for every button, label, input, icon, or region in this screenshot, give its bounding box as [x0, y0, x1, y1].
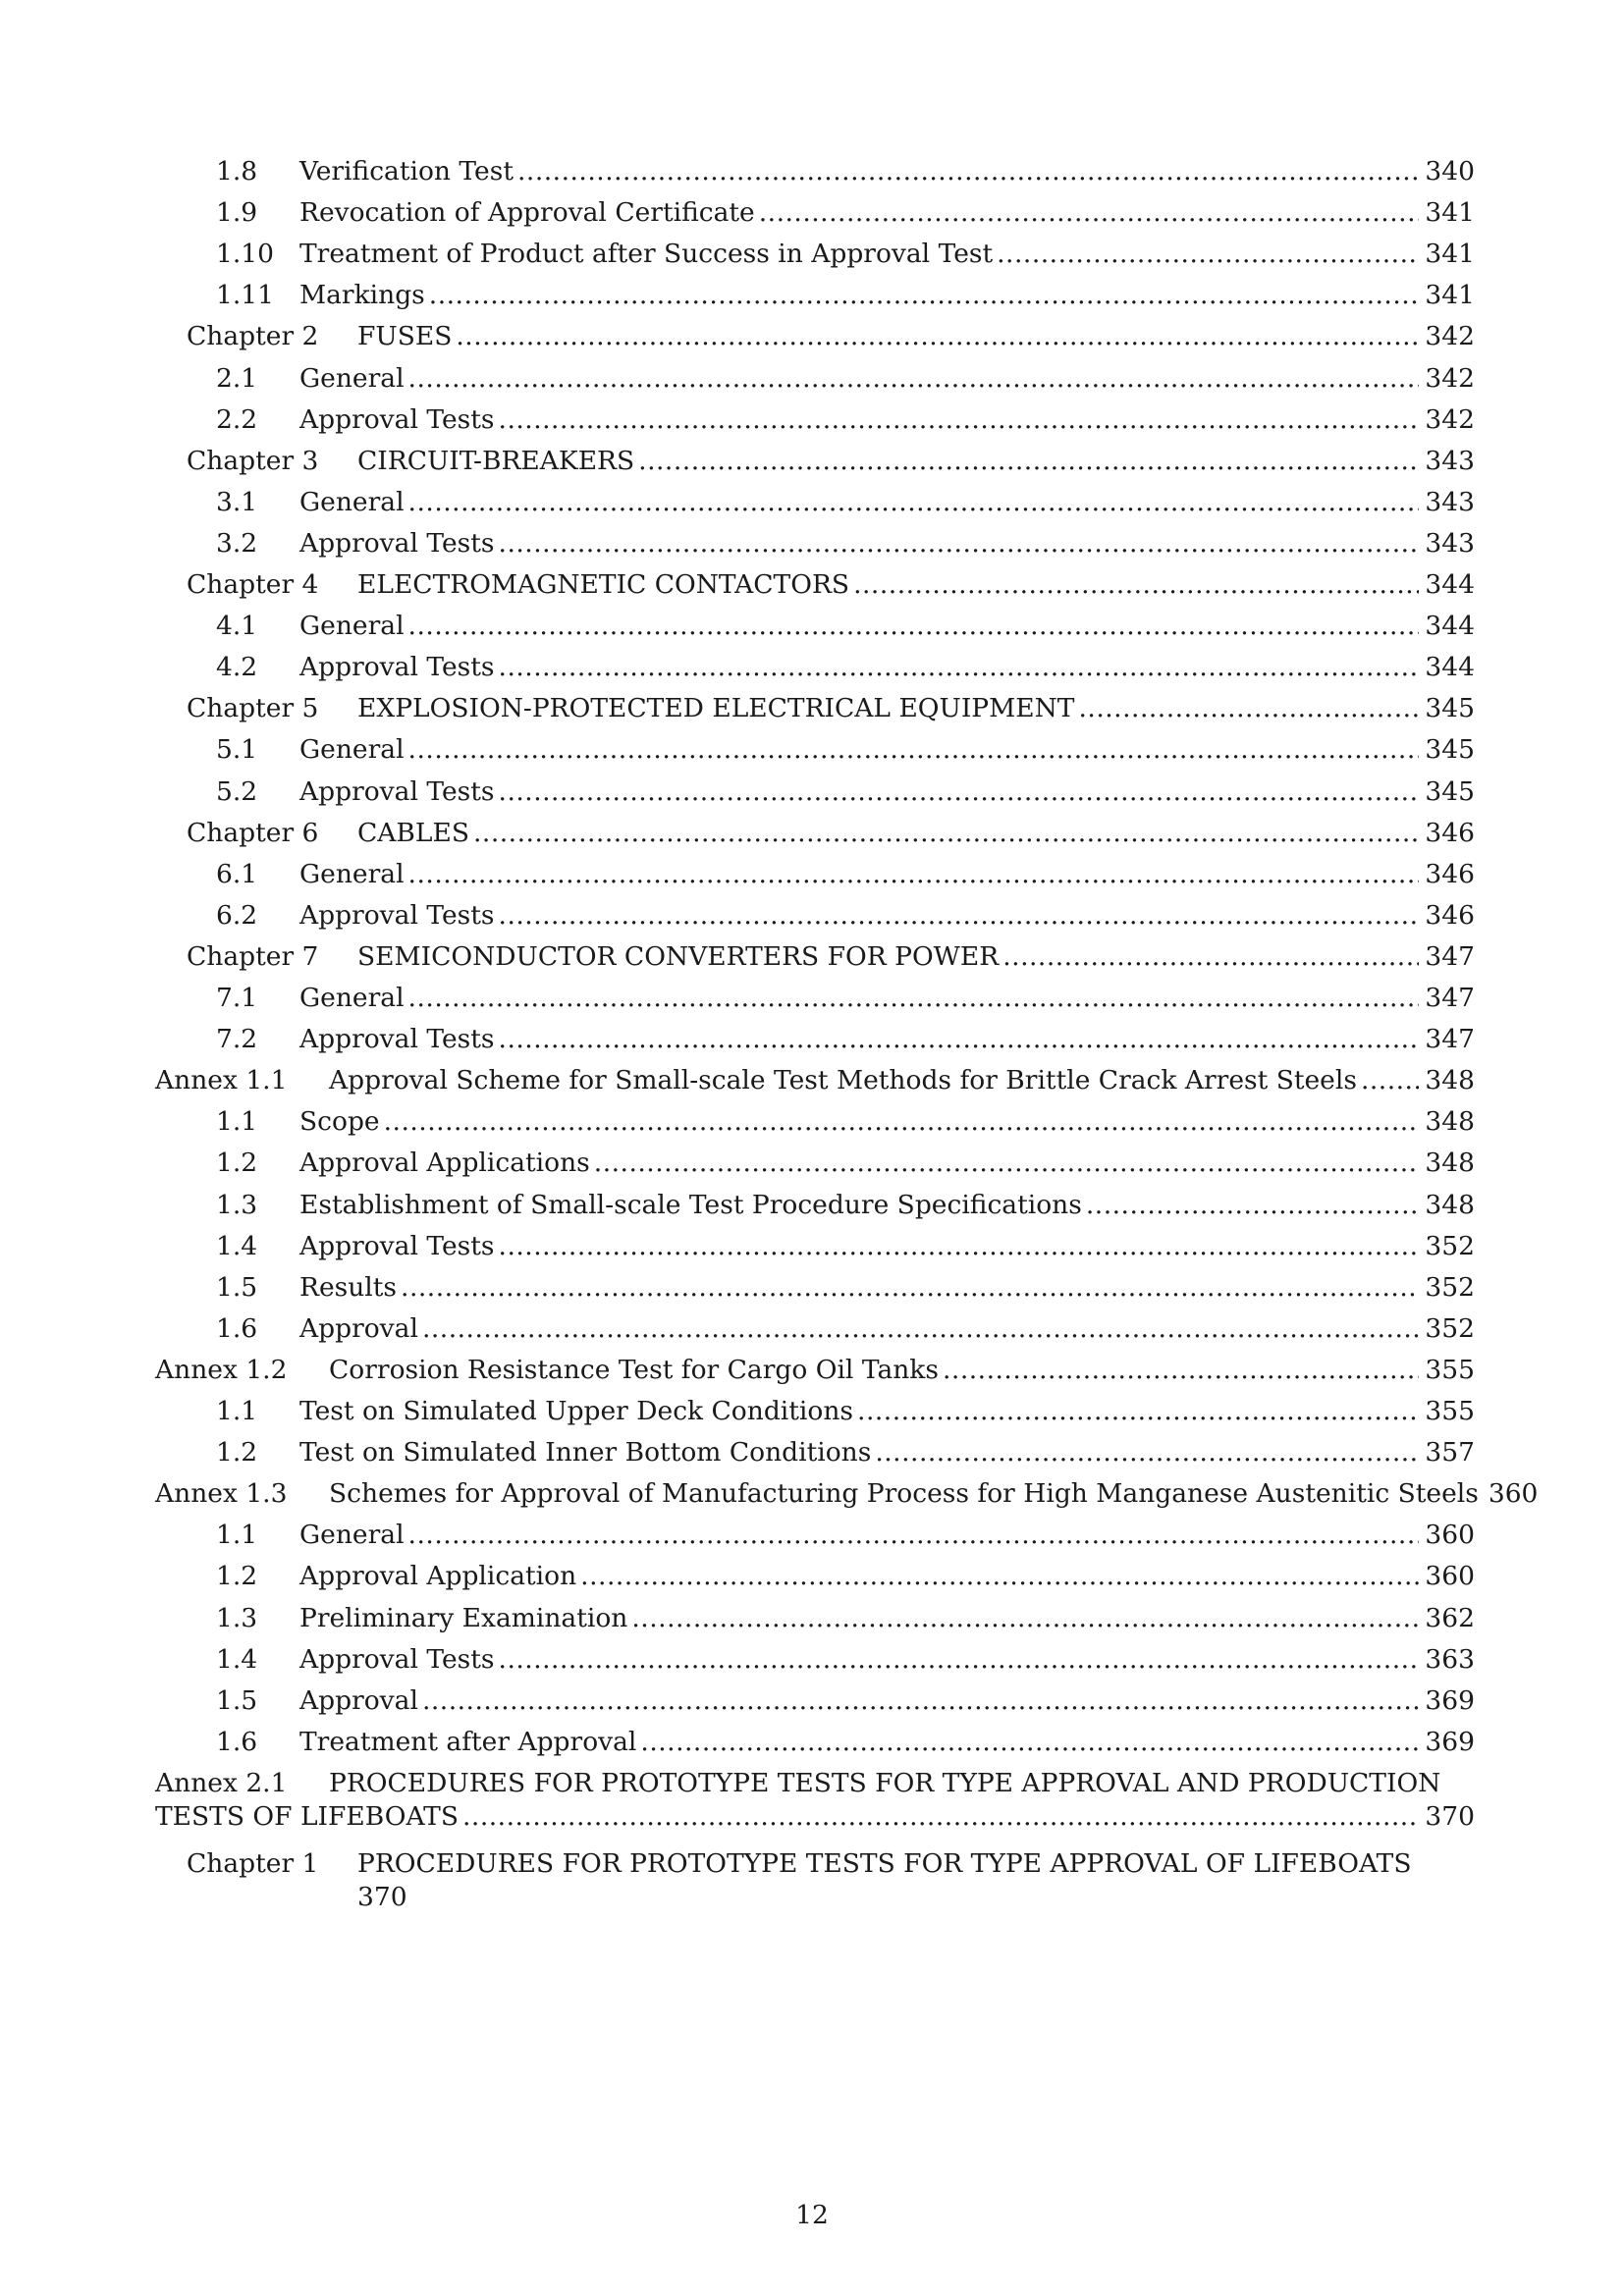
toc-entry-number: Chapter 7 — [187, 940, 319, 972]
toc-entry-title: Markings — [299, 280, 425, 311]
toc-entry-title: Approval Tests — [299, 899, 495, 931]
toc-entry-row — [299, 1187, 1475, 1224]
toc-entry-number: 1.6 — [216, 1726, 258, 1757]
toc-entry-page: 346 — [1425, 899, 1475, 931]
toc-entry-page: 343 — [1425, 486, 1475, 517]
toc-entry-page: 341 — [1425, 239, 1475, 270]
toc-entry[interactable] — [0, 1434, 1624, 1471]
dot-leader — [640, 1724, 1419, 1761]
toc-entry[interactable] — [0, 980, 1624, 1017]
toc-entry[interactable] — [0, 1517, 1624, 1554]
toc-entry-number: 2.2 — [216, 403, 258, 435]
toc-entry-row — [299, 236, 1475, 273]
dot-leader — [499, 1021, 1420, 1058]
dot-leader — [408, 1517, 1420, 1554]
toc-entry-page: 357 — [1425, 1437, 1475, 1468]
dot-leader — [517, 153, 1419, 190]
toc-entry-number: 5.1 — [216, 734, 258, 766]
toc-entry-title: Treatment after Approval — [299, 1726, 637, 1757]
toc-entry-title: FUSES — [357, 321, 453, 352]
toc-entry-title: Approval Tests — [299, 403, 495, 435]
dot-leader — [499, 525, 1420, 562]
toc-entry-title: General — [299, 983, 405, 1013]
dot-leader — [408, 856, 1420, 893]
toc-entry-row — [299, 360, 1475, 398]
toc-entry-row — [299, 1021, 1475, 1058]
toc-entry-page: 345 — [1425, 693, 1475, 724]
toc-entry[interactable] — [0, 443, 1624, 480]
toc-entry-title: Approval — [299, 1312, 418, 1344]
toc-entry-page: 348 — [1425, 1148, 1475, 1179]
dot-leader — [1078, 690, 1419, 727]
toc-entry-title: Verification Test — [299, 156, 514, 187]
toc-entry-page: 346 — [1425, 858, 1475, 889]
toc-entry-page: 348 — [1425, 1106, 1475, 1138]
toc-entry-page: 342 — [1425, 321, 1475, 352]
toc-entry-title: Results — [299, 1271, 398, 1303]
toc-entry[interactable] — [0, 1475, 1624, 1513]
toc-entry-number: Annex 2.1 — [155, 1767, 288, 1798]
toc-entry-number: 1.2 — [216, 1561, 258, 1592]
toc-entry-row — [299, 856, 1475, 893]
toc-entry-page: 360 — [1488, 1478, 1539, 1510]
toc-entry-title-line1: PROCEDURES FOR PROTOTYPE TESTS FOR TYPE APPROVAL AND PRODUCTION — [329, 1767, 1441, 1798]
toc-entry[interactable] — [0, 1310, 1624, 1348]
toc-entry[interactable] — [0, 236, 1624, 273]
toc-entry-row — [299, 1517, 1475, 1554]
toc-entry-page: 341 — [1425, 197, 1475, 229]
toc-entry-row — [299, 153, 1475, 190]
toc-entry-page: 362 — [1425, 1602, 1475, 1633]
dot-leader — [1002, 938, 1419, 976]
dot-leader — [499, 1228, 1420, 1265]
toc-entry-page: 347 — [1425, 940, 1475, 972]
dot-leader — [422, 1682, 1419, 1720]
toc-entry-row — [299, 484, 1475, 521]
dot-leader — [631, 1600, 1419, 1637]
toc-entry-title: Approval Tests — [299, 527, 495, 559]
toc-entry-title-line2: TESTS OF LIFEBOATS — [155, 1800, 459, 1832]
toc-entry-row — [299, 774, 1475, 811]
toc-entry-page: 343 — [1425, 445, 1475, 476]
toc-entry-page: 340 — [1425, 156, 1475, 187]
toc-entry[interactable] — [0, 1558, 1624, 1595]
toc-entry[interactable] — [0, 1062, 1624, 1099]
toc-entry-page: 360 — [1425, 1561, 1475, 1592]
toc-entry-number: 4.2 — [216, 652, 258, 683]
toc-entry-number: 1.5 — [216, 1684, 258, 1716]
toc-entry-page: 352 — [1425, 1230, 1475, 1261]
toc-entry-page: 348 — [1425, 1189, 1475, 1220]
dot-leader — [499, 897, 1420, 934]
toc-entry-title: Approval Scheme for Small-scale Test Methods for Brittle Crack Arrest Steels — [329, 1065, 1357, 1096]
dot-leader — [401, 1269, 1419, 1307]
dot-leader — [594, 1145, 1420, 1182]
dot-leader — [408, 731, 1420, 769]
toc-entry[interactable] — [0, 360, 1624, 398]
toc-entry-number: 1.11 — [216, 280, 275, 311]
toc-entry-row — [357, 443, 1475, 480]
toc-entry[interactable] — [0, 1228, 1624, 1265]
toc-entry-page: 344 — [1425, 611, 1475, 642]
toc-entry-row — [299, 525, 1475, 562]
toc-entry-title: Approval Tests — [299, 1024, 495, 1055]
toc-entry[interactable] — [0, 731, 1624, 769]
toc-entry-title: CABLES — [357, 817, 469, 848]
toc-entry-number: 1.8 — [216, 156, 258, 187]
toc-entry-number: 3.2 — [216, 527, 258, 559]
toc-entry-row — [299, 1600, 1475, 1637]
toc-entry-title: Approval — [299, 1684, 418, 1716]
toc-entry-title: Scope — [299, 1106, 380, 1138]
toc-entry-number: Annex 1.2 — [155, 1354, 288, 1385]
toc-entry-row — [299, 277, 1475, 314]
toc-entry-page: 346 — [1425, 817, 1475, 848]
toc-entry-number: Chapter 3 — [187, 445, 319, 476]
toc-entry[interactable] — [0, 897, 1624, 934]
dot-leader — [408, 484, 1420, 521]
dot-leader — [422, 1310, 1419, 1348]
toc-entry-page: 344 — [1425, 569, 1475, 600]
toc-entry-title: Corrosion Resistance Test for Cargo Oil Tanks — [329, 1354, 939, 1385]
toc-entry-title: Establishment of Small-scale Test Procedure Specifications — [299, 1189, 1082, 1220]
toc-entry[interactable] — [0, 1393, 1624, 1430]
toc-entry-title: EXPLOSION-PROTECTED ELECTRICAL EQUIPMENT — [357, 693, 1075, 724]
toc-entry-title: Approval Tests — [299, 1643, 495, 1675]
toc-entry-row — [357, 690, 1475, 727]
toc-entry-page: 344 — [1425, 652, 1475, 683]
toc-entry-title: ELECTROMAGNETIC CONTACTORS — [357, 569, 850, 600]
dot-leader — [408, 980, 1420, 1017]
toc-entry[interactable] — [0, 938, 1624, 976]
toc-entry[interactable] — [0, 815, 1624, 852]
toc-entry-row — [357, 566, 1475, 604]
dot-leader — [456, 318, 1419, 355]
toc-entry-title: Approval Applications — [299, 1148, 590, 1179]
dot-leader — [1361, 1062, 1419, 1099]
toc-entry-number: 1.1 — [216, 1520, 258, 1551]
toc-entry-row — [299, 980, 1475, 1017]
toc-entry-number: 1.1 — [216, 1106, 258, 1138]
toc-entry[interactable] — [0, 1145, 1624, 1182]
toc-entry[interactable] — [0, 153, 1624, 190]
toc-entry-row — [299, 897, 1475, 934]
toc-entry[interactable] — [0, 401, 1624, 439]
toc-entry-title: General — [299, 486, 405, 517]
toc-entry-page: 360 — [1425, 1520, 1475, 1551]
toc-entry[interactable] — [0, 649, 1624, 686]
toc-entry-row — [299, 1393, 1475, 1430]
toc-entry-title: General — [299, 858, 405, 889]
toc-entry-number: Annex 1.3 — [155, 1478, 288, 1510]
page-number: 12 — [795, 2200, 829, 2230]
toc-entry-title: General — [299, 1520, 405, 1551]
dot-leader — [408, 360, 1420, 398]
dot-leader — [499, 649, 1420, 686]
dot-leader — [997, 236, 1419, 273]
toc-entry-number: 1.3 — [216, 1602, 258, 1633]
toc-entry[interactable] — [0, 1724, 1624, 1761]
toc-entry-number: 1.4 — [216, 1643, 258, 1675]
toc-entry[interactable] — [0, 566, 1624, 604]
toc-entry[interactable] — [0, 277, 1624, 314]
dot-leader — [638, 443, 1419, 480]
toc-entry-row — [357, 815, 1475, 852]
toc-entry-row — [299, 649, 1475, 686]
toc-entry-row — [357, 318, 1475, 355]
toc-entry-number: Chapter 6 — [187, 817, 319, 848]
toc-entry-number: 3.1 — [216, 486, 258, 517]
toc-entry-title: Treatment of Product after Success in Approval Test — [299, 239, 994, 270]
toc-entry-number: Annex 1.1 — [155, 1065, 288, 1096]
toc-entry-title: Revocation of Approval Certificate — [299, 197, 755, 229]
toc-entry-number: 1.4 — [216, 1230, 258, 1261]
toc-entry[interactable] — [0, 194, 1624, 232]
toc-entry-title: Approval Tests — [299, 775, 495, 807]
toc-entry-number: 6.2 — [216, 899, 258, 931]
toc-entry[interactable] — [0, 1641, 1624, 1679]
toc-entry[interactable] — [0, 1021, 1624, 1058]
toc-entry-page: 370 — [357, 1881, 407, 1912]
toc-entry-number: 6.1 — [216, 858, 258, 889]
toc-entry-page: 355 — [1425, 1354, 1475, 1385]
toc-entry[interactable] — [0, 1103, 1624, 1141]
toc-entry-row — [329, 1352, 1475, 1389]
toc-entry-page: 370 — [1425, 1800, 1475, 1832]
dot-leader — [853, 566, 1419, 604]
toc-entry-number: Chapter 4 — [187, 569, 319, 600]
dot-leader — [462, 1800, 1419, 1834]
toc-entry-title-line1: PROCEDURES FOR PROTOTYPE TESTS FOR TYPE APPROVAL OF LIFEBOATS — [357, 1847, 1412, 1879]
toc-entry-number: 1.1 — [216, 1396, 258, 1426]
toc-entry-page: 342 — [1425, 403, 1475, 435]
dot-leader — [499, 401, 1420, 439]
toc-entry-page: 345 — [1425, 734, 1475, 766]
toc-entry-page: 369 — [1425, 1726, 1475, 1757]
toc-entry-number: 5.2 — [216, 775, 258, 807]
toc-entry-row — [357, 938, 1475, 976]
toc-entry[interactable] — [0, 608, 1624, 645]
toc-entry-page: 355 — [1425, 1396, 1475, 1426]
toc-entry-row — [299, 731, 1475, 769]
toc-entry-number: Chapter 2 — [187, 321, 319, 352]
toc-entry-title: Schemes for Approval of Manufacturing Process for High Manganese Austenitic Steels — [329, 1478, 1479, 1510]
toc-entry-row — [299, 1103, 1475, 1141]
toc-entry-number: 1.2 — [216, 1148, 258, 1179]
toc-entry-title: General — [299, 362, 405, 394]
toc-entry[interactable] — [0, 1682, 1624, 1720]
toc-entry-title: SEMICONDUCTOR CONVERTERS FOR POWER — [357, 940, 1000, 972]
toc-entry-page: 348 — [1425, 1065, 1475, 1096]
toc-entry[interactable] — [0, 856, 1624, 893]
dot-leader — [759, 194, 1420, 232]
toc-entry-number: 7.2 — [216, 1024, 258, 1055]
dot-leader — [1086, 1187, 1420, 1224]
toc-entry-row — [329, 1062, 1475, 1099]
toc-entry-page: 345 — [1425, 775, 1475, 807]
dot-leader — [857, 1393, 1419, 1430]
toc-entry-number: 1.2 — [216, 1437, 258, 1468]
toc-entry-row — [329, 1475, 1539, 1513]
toc-entry-row — [299, 1269, 1475, 1307]
toc-entry-title: Approval Tests — [299, 1230, 495, 1261]
toc-entry[interactable] — [0, 484, 1624, 521]
toc-entry-title: General — [299, 734, 405, 766]
dot-leader — [943, 1352, 1419, 1389]
toc-entry-page: 347 — [1425, 983, 1475, 1013]
dot-leader — [499, 1641, 1420, 1679]
toc-entry-row — [299, 1434, 1475, 1471]
toc-entry-page: 341 — [1425, 280, 1475, 311]
dot-leader — [473, 815, 1419, 852]
toc-entry-page: 347 — [1425, 1024, 1475, 1055]
toc-entry-row — [299, 608, 1475, 645]
toc-entry-title-line2-row — [155, 1800, 1475, 1834]
toc-entry[interactable] — [0, 690, 1624, 727]
toc-entry-row — [299, 194, 1475, 232]
toc-entry-title: Approval Tests — [299, 652, 495, 683]
toc-entry-row — [299, 1145, 1475, 1182]
toc-entry-row — [299, 1228, 1475, 1265]
dot-leader — [875, 1434, 1419, 1471]
toc-entry-number: Chapter 1 — [187, 1847, 319, 1879]
toc-entry-row — [299, 1724, 1475, 1761]
toc-entry-page: 352 — [1425, 1312, 1475, 1344]
toc-entry-title: Approval Application — [299, 1561, 577, 1592]
toc-entry[interactable] — [0, 1600, 1624, 1637]
toc-entry[interactable] — [0, 1352, 1624, 1389]
toc-entry-page: 342 — [1425, 362, 1475, 394]
toc-entry[interactable] — [0, 318, 1624, 355]
dot-leader — [499, 774, 1420, 811]
toc-entry-number: 7.1 — [216, 983, 258, 1013]
toc-entry-page: 352 — [1425, 1271, 1475, 1303]
toc-entry-number: 1.6 — [216, 1312, 258, 1344]
toc-entry-page: 343 — [1425, 527, 1475, 559]
toc-entry-number: 2.1 — [216, 362, 258, 394]
toc-entry-row — [299, 1310, 1475, 1348]
toc-entry-row — [299, 401, 1475, 439]
toc-entry-number: 1.3 — [216, 1189, 258, 1220]
toc-entry-page: 363 — [1425, 1643, 1475, 1675]
toc-entry-number: Chapter 5 — [187, 693, 319, 724]
toc-entry-row — [299, 1641, 1475, 1679]
dot-leader — [384, 1103, 1420, 1141]
toc-entry-row — [299, 1682, 1475, 1720]
toc-entry-number: 1.9 — [216, 197, 258, 229]
toc-entry[interactable] — [0, 1187, 1624, 1224]
toc-entry-title: Test on Simulated Upper Deck Conditions — [299, 1396, 854, 1426]
dot-leader — [408, 608, 1420, 645]
toc-entry-title: Test on Simulated Inner Bottom Conditions — [299, 1437, 872, 1468]
dot-leader — [429, 277, 1420, 314]
toc-entry-number: 4.1 — [216, 611, 258, 642]
toc-entry[interactable] — [0, 1269, 1624, 1307]
toc-entry-number: 1.5 — [216, 1271, 258, 1303]
toc-entry-row — [299, 1558, 1475, 1595]
toc-entry-number: 1.10 — [216, 239, 275, 270]
toc-entry-page: 369 — [1425, 1684, 1475, 1716]
toc-entry-title: General — [299, 611, 405, 642]
toc-entry[interactable] — [0, 525, 1624, 562]
toc-entry-title: Preliminary Examination — [299, 1602, 628, 1633]
toc-entry-title: CIRCUIT-BREAKERS — [357, 445, 635, 476]
dot-leader — [580, 1558, 1419, 1595]
toc-entry[interactable] — [0, 774, 1624, 811]
